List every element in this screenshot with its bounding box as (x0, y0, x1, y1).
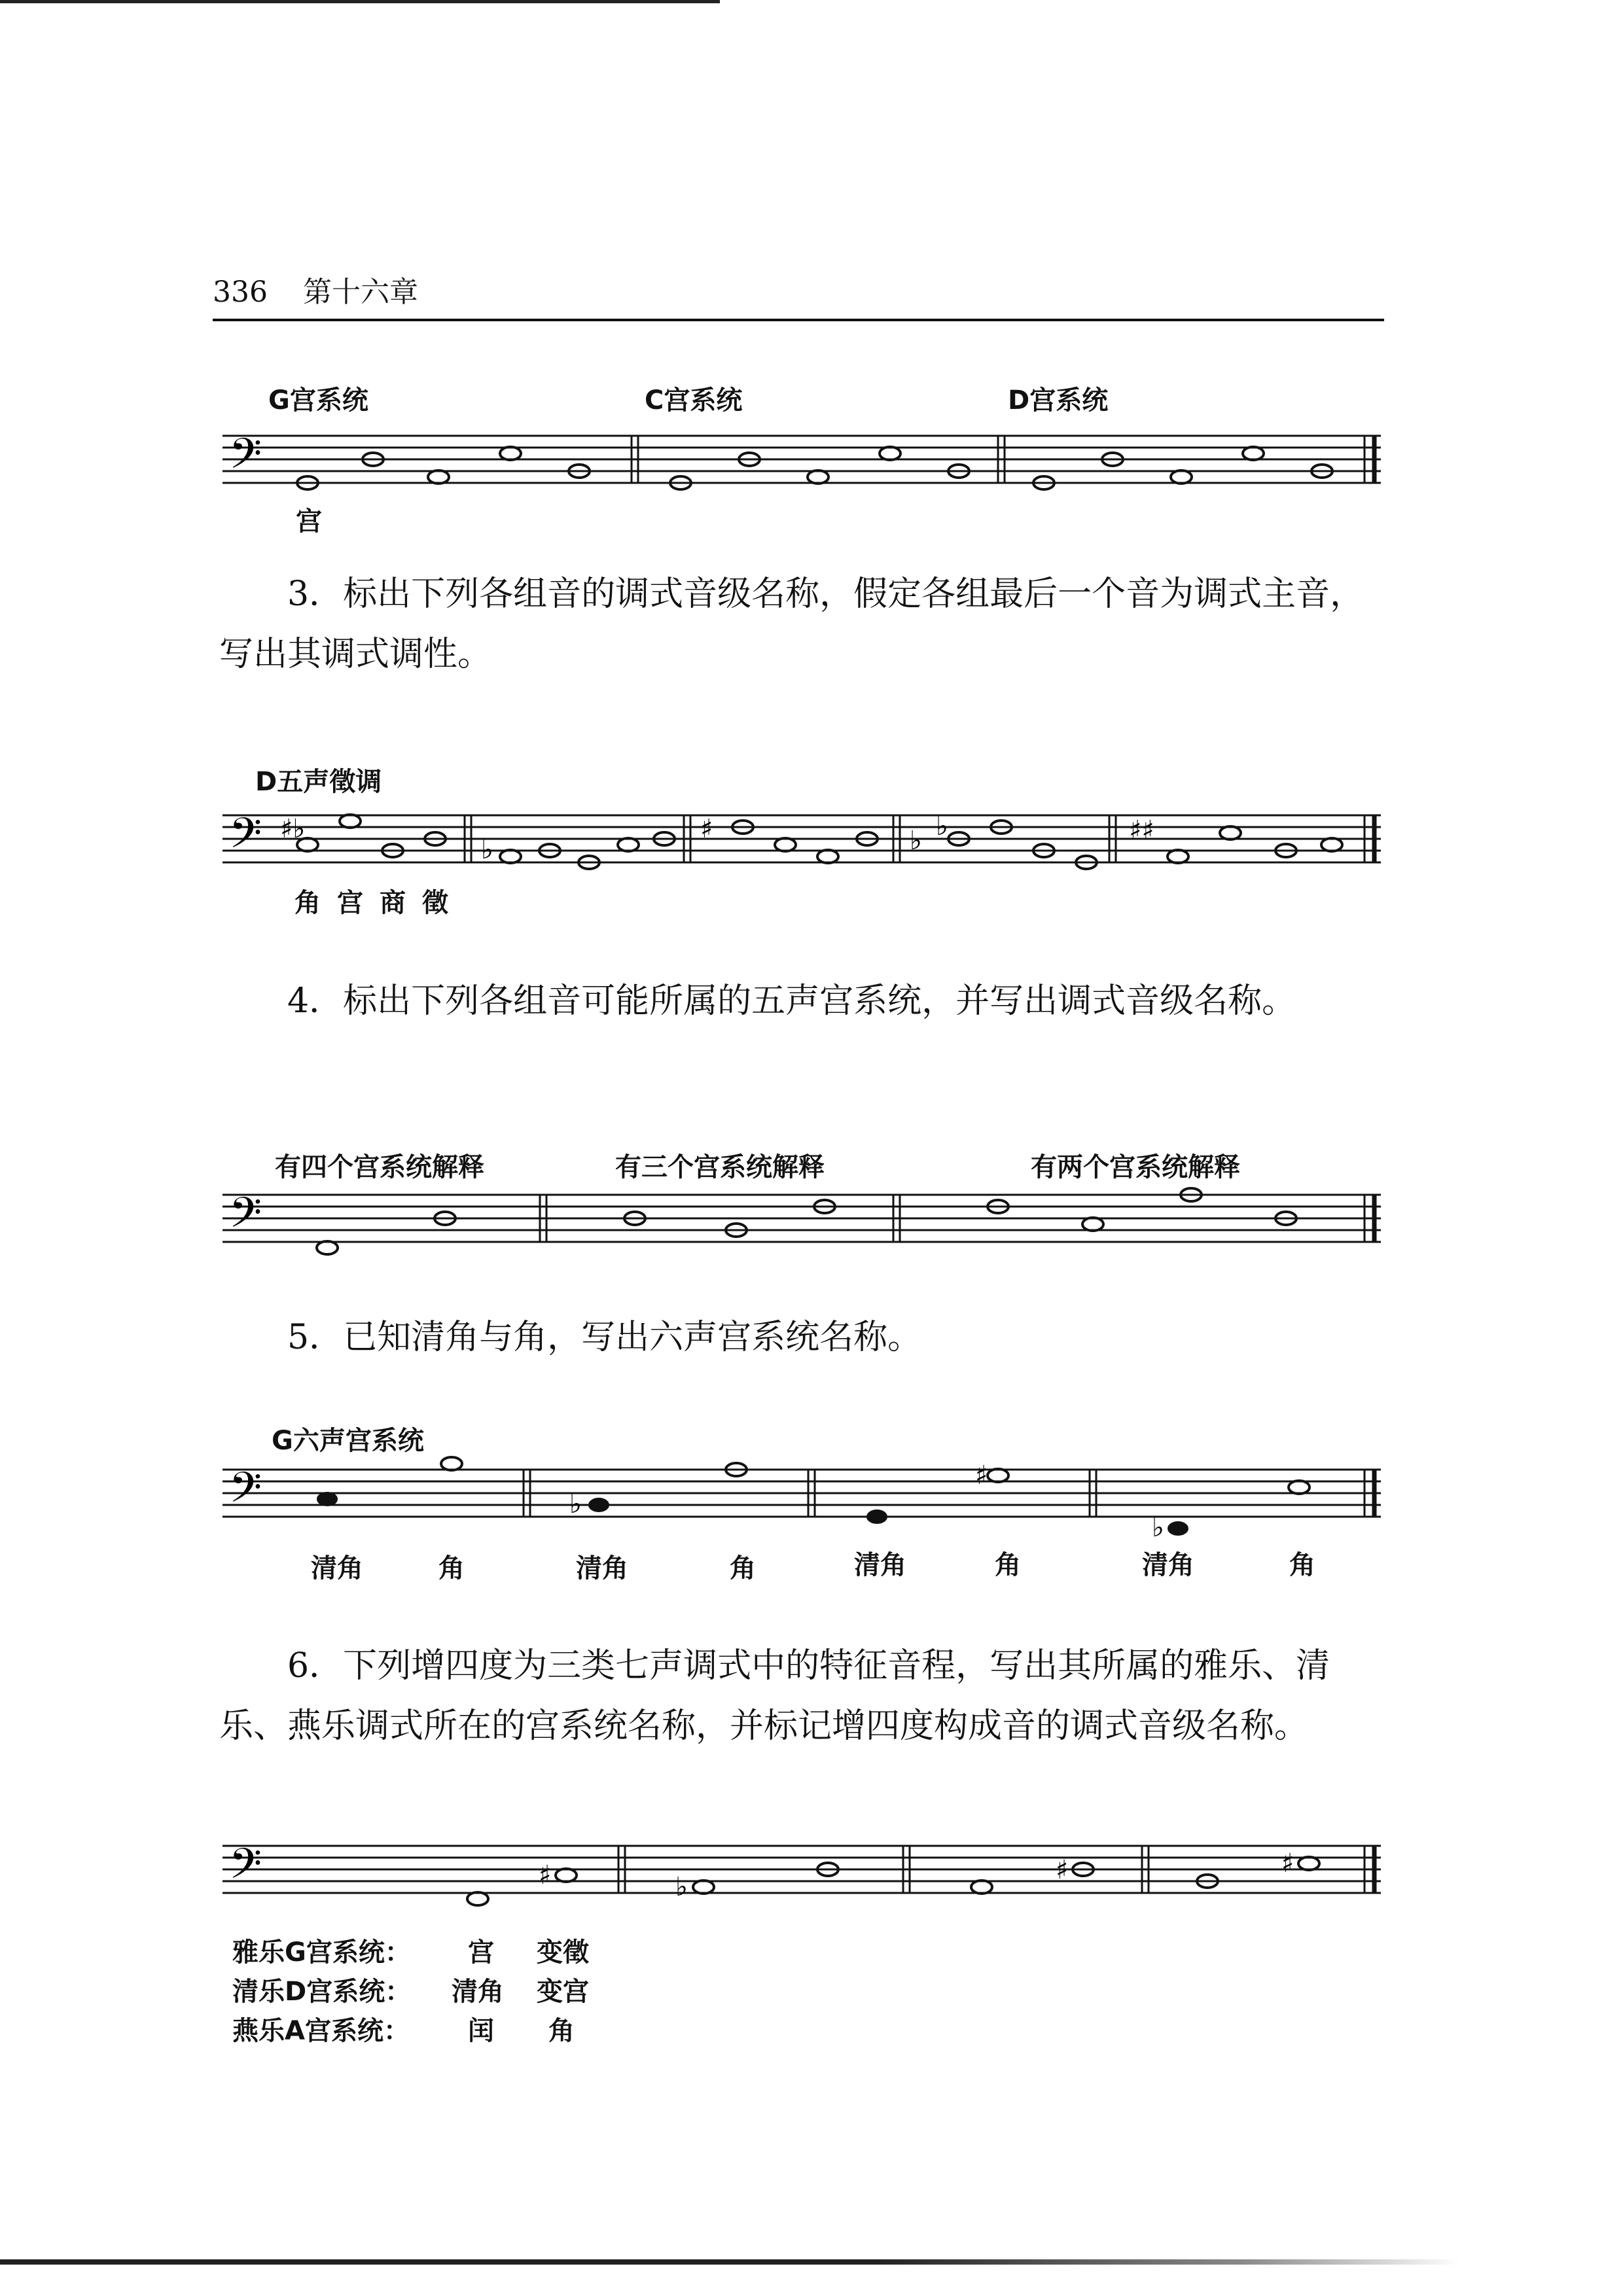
degree-label-shang: 商 (380, 888, 406, 918)
label-d-gong: D宫系统 (1008, 385, 1109, 415)
bass-clef-icon: 𝄢 (229, 1464, 262, 1523)
staff-q4-svg (223, 1178, 1381, 1269)
svg-text:♭: ♭ (1152, 1513, 1164, 1543)
answer-2-system: 清乐D宫系统： (232, 1977, 412, 2007)
answer-2-b: 变宫 (537, 1977, 589, 2007)
pair-2-qingjue: 清角 (576, 1553, 628, 1583)
staff-lines (223, 1470, 1381, 1517)
answer-3-a: 闰 (468, 2016, 494, 2046)
question-6-text: 6．下列增四度为三类七声调式中的特征音程，写出其所属的雅乐、清乐、燕乐调式所在的宫系统名称，并标记增四度构成音的调式音级名称。 (219, 1646, 1330, 1746)
staff-q6-svg (223, 1829, 1381, 1920)
scan-edge-top (0, 0, 720, 3)
svg-text:♭: ♭ (569, 1489, 582, 1519)
header-rule (213, 319, 1384, 321)
page-number: 336 (213, 275, 268, 309)
staff-gong-systems (223, 419, 1381, 510)
svg-text:♭: ♭ (936, 811, 948, 841)
question-6 (219, 1636, 1384, 1756)
notes (317, 1188, 1296, 1254)
svg-text:♭: ♭ (481, 835, 493, 865)
staff-q5-svg (223, 1453, 1381, 1544)
question-3-text: 3．标出下列各组音的调式音级名称，假定各组最后一个音为调式主音，写出其调式调性。 (219, 574, 1364, 674)
staff-q4 (223, 1178, 1381, 1269)
answer-1-b: 变徵 (537, 1937, 589, 1968)
svg-text:♯: ♯ (539, 1860, 552, 1890)
degree-label-gong: 宫 (337, 888, 363, 918)
question-4 (219, 971, 1384, 1031)
label-g-gong: G宫系统 (268, 385, 368, 415)
staff-lines (223, 1846, 1381, 1893)
pair-1-qingjue: 清角 (311, 1553, 363, 1583)
question-5 (219, 1307, 1384, 1368)
scan-edge-bottom (0, 2259, 1459, 2265)
bass-clef-icon: 𝄢 (229, 809, 262, 868)
pair-4-jue: 角 (1289, 1550, 1315, 1580)
key-signature-icon: ♯♭ (280, 814, 306, 844)
svg-text:♭: ♭ (675, 1872, 688, 1902)
svg-text:♭: ♭ (910, 826, 922, 856)
answer-3-b: 角 (548, 2016, 575, 2046)
staff-lines (223, 436, 1381, 483)
accidentals (539, 1848, 1294, 1902)
bass-clef-icon: 𝄢 (229, 430, 262, 489)
staff-q5 (223, 1453, 1381, 1544)
question-4-text: 4．标出下列各组音可能所属的五声宫系统，并写出调式音级名称。 (287, 981, 1296, 1021)
svg-text:♯: ♯ (700, 814, 713, 844)
staff-gong-svg (223, 419, 1381, 510)
svg-text:♯: ♯ (1056, 1855, 1069, 1885)
answer-3-system: 燕乐A宫系统： (232, 2016, 410, 2046)
label-d-zhi-mode: D五声徵调 (255, 767, 382, 797)
staff-q3-svg (223, 798, 1381, 890)
question-3 (219, 564, 1384, 684)
svg-text:♯: ♯ (975, 1460, 988, 1491)
pair-3-jue: 角 (995, 1550, 1021, 1580)
running-header (213, 268, 444, 310)
pair-2-jue: 角 (730, 1553, 756, 1583)
svg-text:♯: ♯ (1281, 1848, 1294, 1879)
pair-3-qingjue: 清角 (854, 1550, 906, 1580)
pair-1-jue: 角 (438, 1553, 465, 1583)
accidentals (569, 1460, 1164, 1543)
pair-4-qingjue: 清角 (1142, 1550, 1194, 1580)
answer-1-system: 雅乐G宫系统： (232, 1937, 411, 1968)
label-four-systems: 有四个宫系统解释 (275, 1152, 484, 1182)
label-g-six-tone: G六声宫系统 (272, 1426, 424, 1456)
bass-clef-icon: 𝄢 (229, 1189, 262, 1248)
chapter-title: 第十六章 (302, 275, 418, 309)
answer-2-a: 清角 (452, 1977, 504, 2007)
label-two-systems: 有两个宫系统解释 (1031, 1152, 1240, 1182)
staff-q3 (223, 798, 1381, 890)
staff-q6 (223, 1829, 1381, 1920)
svg-text:♯♯: ♯♯ (1129, 815, 1154, 845)
bass-clef-icon: 𝄢 (229, 1840, 262, 1899)
staff-lines (223, 1195, 1381, 1242)
label-gong-under: 宫 (296, 506, 322, 537)
notes (297, 815, 1342, 869)
degree-label-jue: 角 (294, 888, 321, 918)
degree-label-zhi: 徵 (422, 888, 448, 918)
question-5-text: 5．已知清角与角，写出六声宫系统名称。 (287, 1318, 922, 1357)
answer-1-a: 宫 (468, 1937, 494, 1968)
label-c-gong: C宫系统 (645, 385, 743, 415)
label-three-systems: 有三个宫系统解释 (615, 1152, 825, 1182)
staff-lines (223, 815, 1381, 862)
